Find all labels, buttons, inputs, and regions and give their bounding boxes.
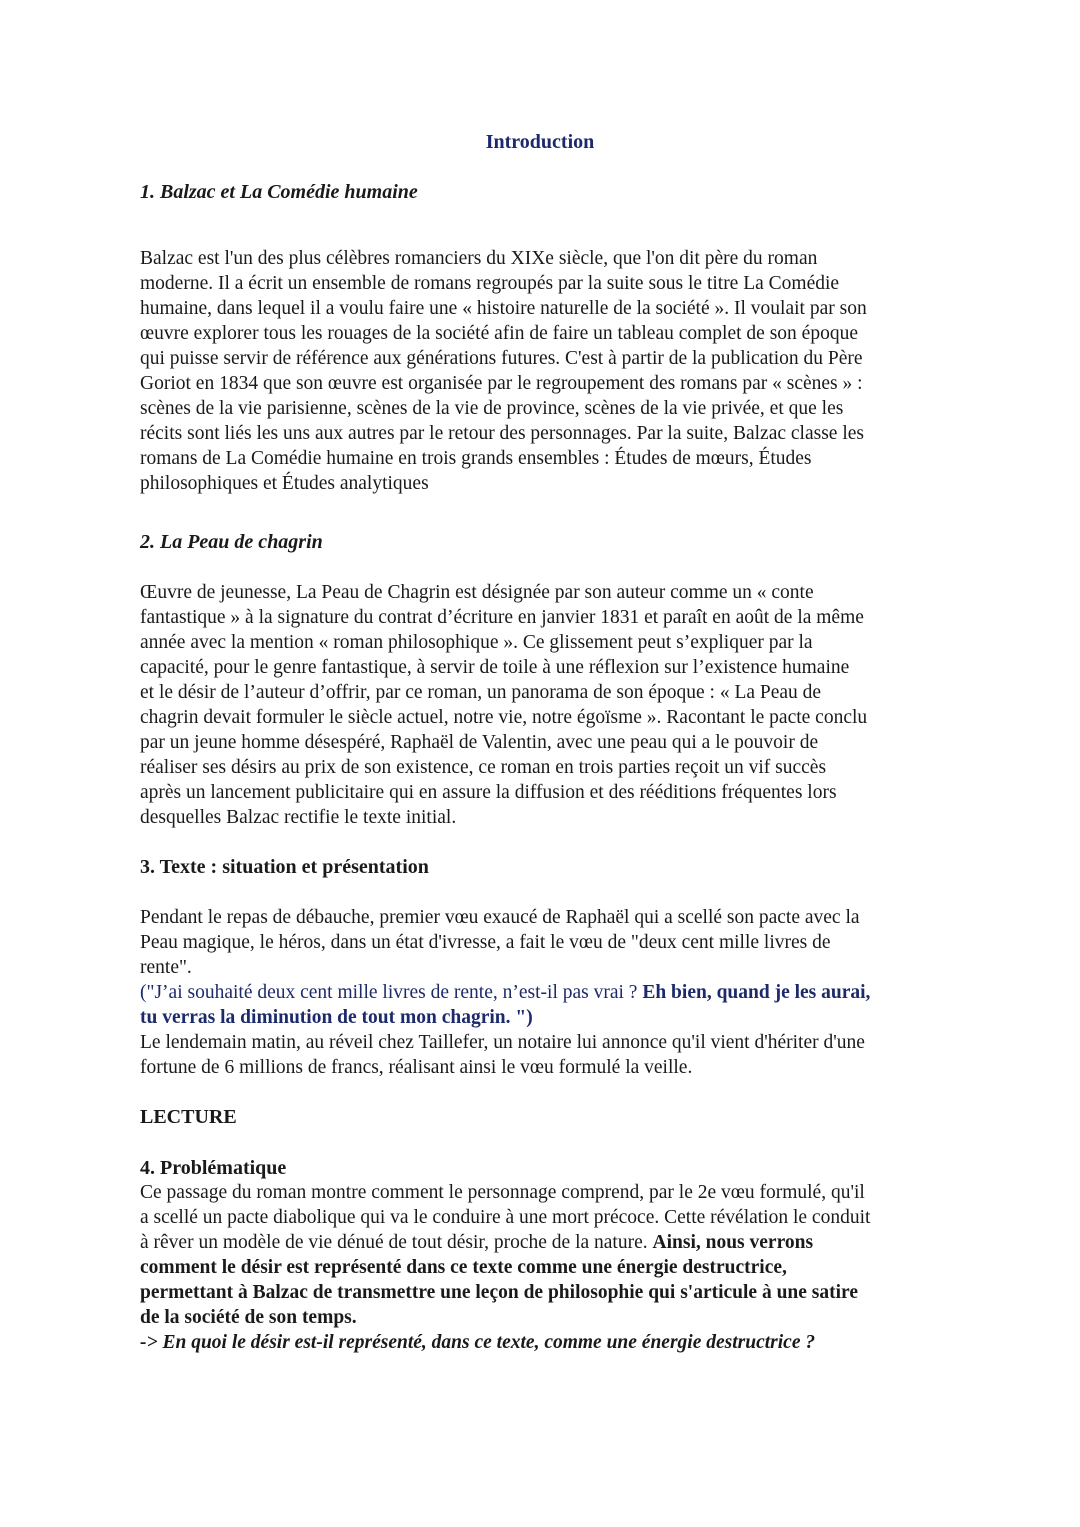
section-1-line: romans de La Comédie humaine en trois grands ensembles : Études de mœurs, Études — [140, 448, 812, 469]
quote-plain: ("J’ai souhaité deux cent mille livres de rente, n’est-il pas vrai ? — [140, 982, 643, 1003]
section-2-line: capacité, pour le genre fantastique, à servir de toile à une réflexion sur l’existence humaine — [140, 657, 850, 678]
page-title: Introduction — [485, 131, 595, 153]
section-2-heading — [140, 529, 323, 555]
section-2-line: chagrin devait formuler le siècle actuel, notre vie, notre égoïsme ». Racontant le pacte conclu — [140, 707, 868, 728]
section-4-line: a scellé un pacte diabolique qui va le conduire à une mort précoce. Cette révélation le conduit — [140, 1207, 871, 1228]
section-3-line: rente". — [140, 957, 192, 978]
section-4-line: comment le désir est représenté dans ce texte comme une énergie destructrice, — [140, 1257, 787, 1278]
quote-line — [140, 980, 952, 1005]
section-1-line: Balzac est l'un des plus célèbres romanciers du XIXe siècle, que l'on dit père du roman — [140, 248, 818, 269]
section-2-heading-text: 2. La Peau de chagrin — [140, 531, 323, 553]
section-1-line: moderne. Il a écrit un ensemble de romans regroupés par la suite sous le titre La Comédie — [140, 273, 840, 294]
section-4-heading: 4. Problématique — [140, 1157, 287, 1179]
section-1-line: humaine, dans lequel il a voulu faire une « histoire naturelle de la société ». Il voulait par son — [140, 298, 867, 319]
section-3-line: Peau magique, le héros, dans un état d'ivresse, a fait le vœu de "deux cent mille livres de — [140, 932, 831, 953]
section-2-line: Œuvre de jeunesse, La Peau de Chagrin est désignée par son auteur comme un « conte — [140, 582, 814, 603]
section-1-line: scènes de la vie parisienne, scènes de la vie de province, scènes de la vie privée, et que les — [140, 398, 844, 419]
section-1-line: œuvre explorer tous les rouages de la société afin de faire un tableau complet de son époque — [140, 323, 858, 344]
section-1-line: qui puisse servir de référence aux générations futures. C'est à partir de la publication du Père — [140, 348, 863, 369]
section-2-line: année avec la mention « roman philosophique ». Ce glissement peut s’expliquer par la — [140, 632, 813, 653]
section-2-line: desquelles Balzac rectifie le texte initial. — [140, 807, 457, 828]
section-1-line: philosophiques et Études analytiques — [140, 473, 429, 494]
section-3-paragraph — [140, 905, 952, 1080]
quote-line-2: tu verras la diminution de tout mon chagrin. ") — [140, 1007, 533, 1028]
section-2-line: fantastique » à la signature du contrat d’écriture en janvier 1831 et paraît en août de la même — [140, 607, 864, 628]
section-1-line: récits sont liés les uns aux autres par le retour des personnages. Par la suite, Balzac classe les — [140, 423, 864, 444]
section-1-line: Goriot en 1834 que son œuvre est organisée par le regroupement des romans par « scènes » : — [140, 373, 863, 394]
section-2-line: réaliser ses désirs au prix de son existence, ce roman en trois parties reçoit un vif succès — [140, 757, 827, 778]
section-4-line — [140, 1230, 952, 1255]
section-1-paragraph — [140, 246, 952, 496]
section-3-line: fortune de 6 millions de francs, réalisant ainsi le vœu formulé la veille. — [140, 1057, 693, 1078]
section-4-line: Ce passage du roman montre comment le personnage comprend, par le 2e vœu formulé, qu'il — [140, 1182, 865, 1203]
section-4-paragraph — [140, 1180, 952, 1355]
section-3-line: Le lendemain matin, au réveil chez Taillefer, un notaire lui annonce qu'il vient d'hériter d'une — [140, 1032, 865, 1053]
section-3-heading: 3. Texte : situation et présentation — [140, 856, 429, 878]
section-4-line-bold: Ainsi, nous verrons — [652, 1232, 814, 1253]
section-4-line-plain: à rêver un modèle de vie dénué de tout désir, proche de la nature. — [140, 1232, 653, 1253]
section-2-paragraph — [140, 580, 952, 830]
section-3-line: Pendant le repas de débauche, premier vœu exaucé de Raphaël qui a scellé son pacte avec la — [140, 907, 860, 928]
section-2-line: après un lancement publicitaire qui en assure la diffusion et des rééditions fréquentes lors — [140, 782, 837, 803]
section-2-line: par un jeune homme désespéré, Raphaël de Valentin, avec une peau qui a le pouvoir de — [140, 732, 819, 753]
problematic-question: -> En quoi le désir est-il représenté, dans ce texte, comme une énergie destructrice ? — [140, 1332, 816, 1353]
quote-bold: Eh bien, quand je les aurai, — [642, 982, 871, 1003]
section-4-line: permettant à Balzac de transmettre une leçon de philosophie qui s'articule à une satire — [140, 1282, 859, 1303]
section-2-line: et le désir de l’auteur d’offrir, par ce roman, un panorama de son époque : « La Peau de — [140, 682, 822, 703]
section-1-heading-title: La Comédie humaine — [240, 181, 418, 203]
lecture-heading: LECTURE — [140, 1106, 237, 1128]
section-1-heading-number: 1. Balzac et — [140, 181, 240, 203]
section-1-heading — [140, 179, 418, 205]
section-4-line: de la société de son temps. — [140, 1307, 357, 1328]
